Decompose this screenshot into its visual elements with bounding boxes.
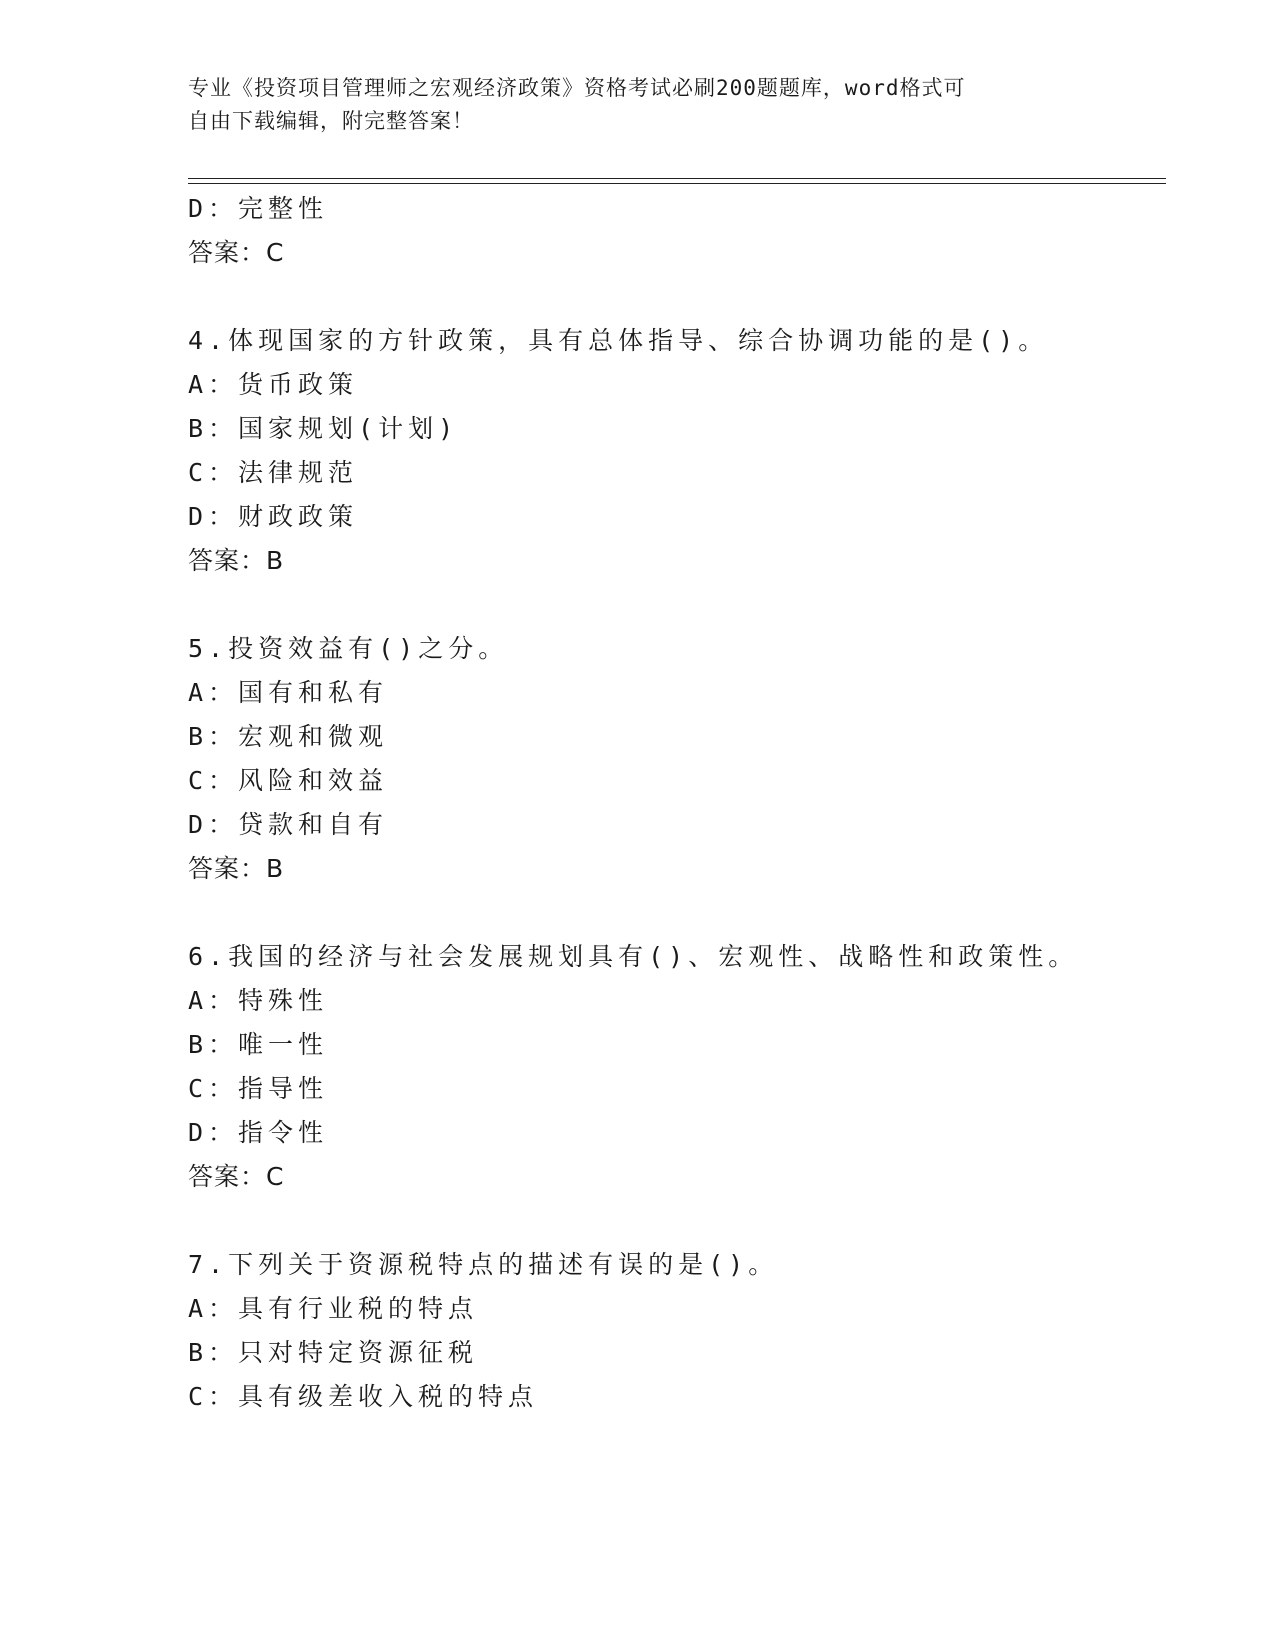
q6-option-d: D：指令性 (188, 1118, 329, 1147)
q7-question-text: 7.下列关于资源税特点的描述有误的是()。 (188, 1250, 779, 1279)
q5-answer: 答案：B (188, 854, 285, 883)
header-line-2: 自由下载编辑，附完整答案！ (188, 109, 474, 133)
document-header (188, 72, 1088, 138)
q7-option-b: B：只对特定资源征税 (188, 1338, 479, 1367)
q6-option-c: C：指导性 (188, 1074, 329, 1103)
q6-question-text: 6.我国的经济与社会发展规划具有()、宏观性、战略性和政策性。 (188, 942, 1079, 971)
q3-option-d: D：完整性 (188, 194, 329, 223)
q6-option-b: B：唯一性 (188, 1030, 329, 1059)
q4-option-d: D：财政政策 (188, 502, 359, 531)
q4-option-b: B：国家规划(计划) (188, 414, 459, 443)
q5-question-text: 5.投资效益有()之分。 (188, 634, 509, 663)
q5-option-b: B：宏观和微观 (188, 722, 389, 751)
q5-option-c: C：风险和效益 (188, 766, 389, 795)
q4-question-text: 4.体现国家的方针政策，具有总体指导、综合协调功能的是()。 (188, 326, 1049, 355)
q3-answer: 答案：C (188, 238, 285, 267)
q5-option-a: A：国有和私有 (188, 678, 389, 707)
q4-option-c: C：法律规范 (188, 458, 359, 487)
q4-option-a: A：货币政策 (188, 370, 359, 399)
header-line-1: 专业《投资项目管理师之宏观经济政策》资格考试必刷200题题库，word格式可 (188, 76, 966, 100)
q5-option-d: D：贷款和自有 (188, 810, 389, 839)
header-divider-bottom (188, 183, 1166, 184)
q7-option-a: A：具有行业税的特点 (188, 1294, 479, 1323)
q7-option-c: C：具有级差收入税的特点 (188, 1382, 539, 1411)
q6-answer: 答案：C (188, 1162, 285, 1191)
q6-option-a: A：特殊性 (188, 986, 329, 1015)
header-divider-top (188, 178, 1166, 179)
q4-answer: 答案：B (188, 546, 285, 575)
